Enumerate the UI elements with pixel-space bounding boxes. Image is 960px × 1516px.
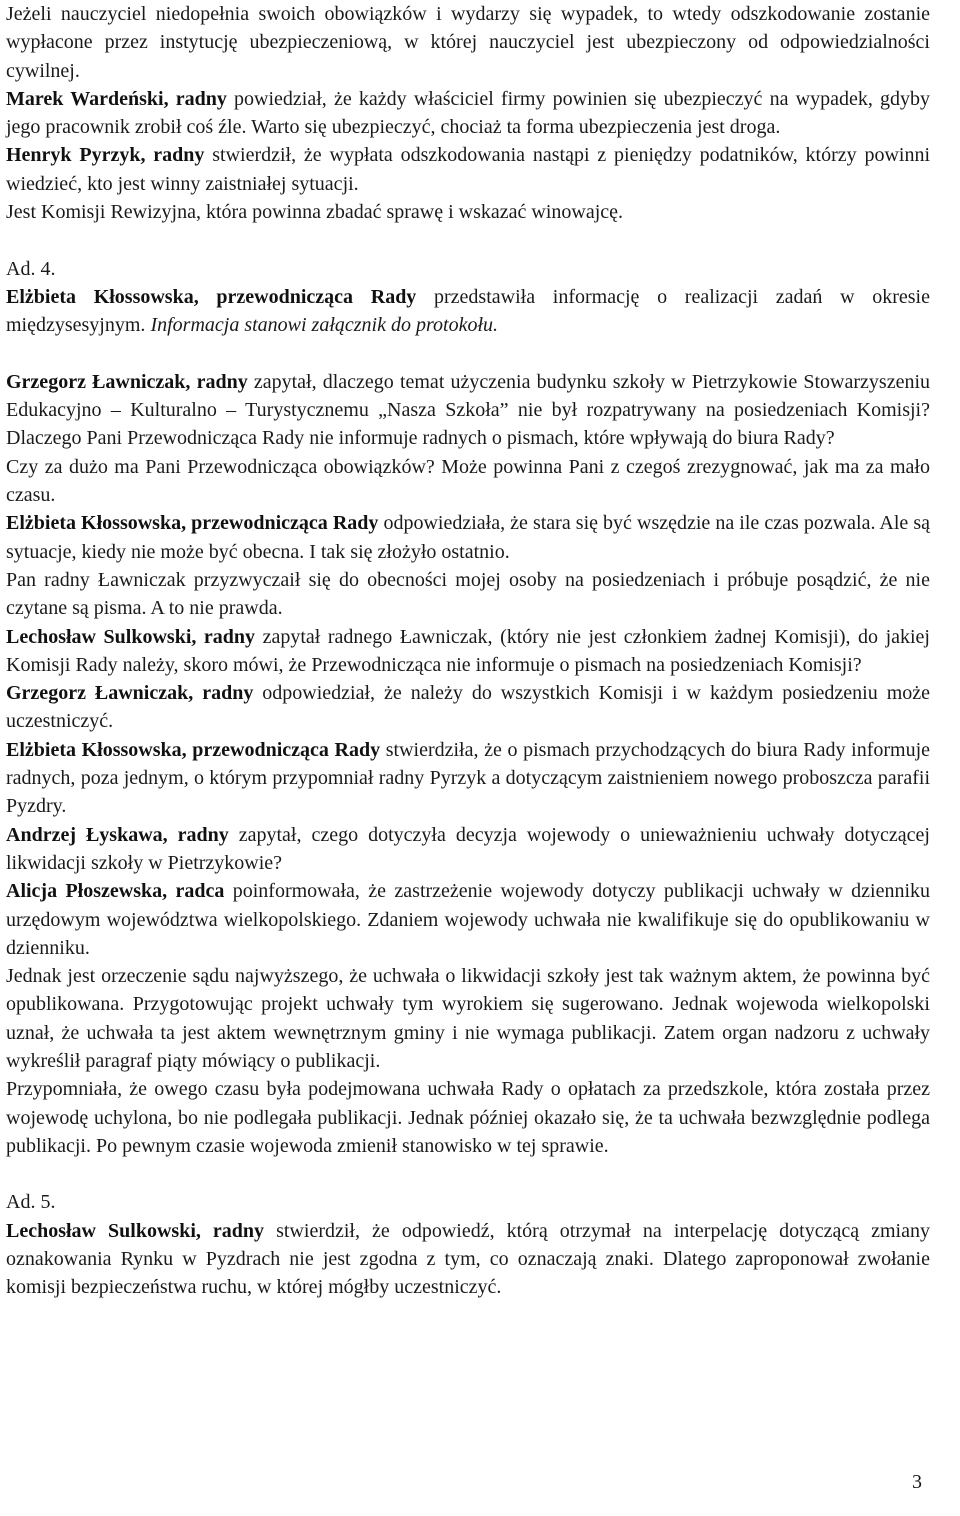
paragraph-gap (6, 340, 930, 368)
paragraph-text: zapytał radnego Ławniczak, (który nie jest członkiem żadnej Komisji), do jakiej Komisji Rady należy, skoro mówi, że Przewodnicząca nie informuje o pismach na posiedzeniach Komisji? (6, 625, 930, 676)
paragraph (6, 283, 930, 340)
paragraph-text: odpowiedziała, że stara się być wszędzie na ile czas pozwala. Ale są sytuacje, kiedy nie może być obecna. I tak się złożyło ostatnio. (6, 512, 931, 563)
paragraph (6, 877, 930, 962)
speaker-name: Elżbieta Kłossowska, przewodnicząca Rady (6, 738, 381, 761)
paragraph (6, 962, 930, 1075)
speaker-name: Henryk Pyrzyk, radny (6, 144, 205, 167)
paragraph-text: zapytał, czego dotyczyła decyzja wojewody o unieważnieniu uchwały dotyczącej likwidacji szkoły w Pietrzykowie? (6, 823, 930, 874)
paragraph-text: poinformowała, że zastrzeżenie wojewody dotyczy publikacji uchwały w dzienniku urzędowym województwa wielkopolskiego. Zdaniem wojewody uchwała nie kwalifikuje się do opublikowaniu w dzienniku. (6, 880, 930, 959)
paragraph-text: zapytał, dlaczego temat użyczenia budynku szkoły w Pietrzykowie Stowarzyszeniu Edukacyjno – Kulturalno – Turystycznemu „Nasza Szkoła” nie był rozpatrywany na posiedzeniach Komisji? Dlaczego Pani Przewodnicząca Rady nie informuje radnych o pismach, które wpływają do biura Rady? (6, 370, 930, 450)
paragraph (6, 368, 930, 453)
paragraph-text: Jednak jest orzeczenie sądu najwyższego, że uchwała o likwidacji szkoły jest tak ważnym aktem, że powinna być opublikowana. Przygotowując projekt uchwały tym wyrokiem się sugerowano. Jednak wojewoda wielkopolski uznał, że uchwała ta jest aktem wewnętrznym gminy i nie wymaga publikacji. Zatem organ nadzoru z uchwały wykreślił paragraf piąty mówiący o publikacji. (6, 965, 930, 1072)
paragraph (6, 198, 930, 226)
paragraph (6, 255, 930, 283)
paragraph (6, 679, 930, 736)
speaker-name: Lechosław Sulkowski, radny (6, 625, 256, 648)
paragraph (6, 1075, 930, 1160)
paragraph-gap (6, 226, 930, 254)
paragraph-text: Czy za dużo ma Pani Przewodnicząca obowiązków? Może powinna Pani z czegoś zrezygnować, jak ma za mało czasu. (6, 455, 930, 507)
speaker-name: Elżbieta Kłossowska, przewodnicząca Rady (6, 285, 417, 308)
speaker-name: Alicja Płoszewska, radca (6, 880, 225, 903)
paragraph (6, 509, 930, 566)
paragraph-text: stwierdził, że wypłata odszkodowania nastąpi z pieniędzy podatników, którzy powinni wiedzieć, kto jest winny zaistniałej sytuacji. (6, 144, 931, 195)
paragraph-gap (6, 1160, 930, 1188)
paragraph-text: przedstawiła informację o realizacji zadań w okresie międzysesyjnym. (6, 285, 930, 337)
speaker-name: Andrzej Łyskawa, radny (6, 823, 229, 846)
paragraph-text: Pan radny Ławniczak przyzwyczaił się do obecności mojej osoby na posiedzeniach i próbuje posądzić, że nie czytane są pisma. A to nie prawda. (6, 568, 930, 620)
paragraph (6, 736, 930, 821)
paragraph-text: stwierdziła, że o pismach przychodzących do biura Rady informuje radnych, poza jednym, o którym przypomniał radny Pyrzyk a dotyczącym zaistnieniem nowego proboszcza parafii Pyzdry. (6, 738, 931, 818)
paragraph-text: Ad. 4. (6, 257, 56, 280)
paragraph (6, 1217, 930, 1302)
paragraph (6, 85, 930, 142)
page-number: 3 (912, 1471, 922, 1493)
speaker-name: Elżbieta Kłossowska, przewodnicząca Rady (6, 512, 379, 535)
document-body (6, 0, 930, 1302)
italic-note: Informacja stanowi załącznik do protokołu. (150, 314, 499, 337)
paragraph (6, 1188, 930, 1216)
paragraph (6, 566, 930, 623)
paragraph (6, 141, 930, 198)
speaker-name: Lechosław Sulkowski, radny (6, 1219, 265, 1242)
paragraph (6, 821, 930, 878)
paragraph (6, 0, 930, 85)
paragraph-text: Jeżeli nauczyciel niedopełnia swoich obowiązków i wydarzy się wypadek, to wtedy odszkodowanie zostanie wypłacone przez instytucję ubezpieczeniową, w której nauczyciel jest ubezpieczony od odpowiedzialności cywilnej. (6, 3, 930, 82)
speaker-name: Grzegorz Ławniczak, radny (6, 370, 248, 393)
paragraph-text: Jest Komisji Rewizyjna, która powinna zbadać sprawę i wskazać winowajcę. (6, 201, 624, 224)
paragraph-text: stwierdził, że odpowiedź, którą otrzymał na interpelację dotyczącą zmiany oznakowania Rynku w Pyzdrach nie jest zgodna z tym, co oznaczają znaki. Dlatego zaproponował zwołanie komisji bezpieczeństwa ruchu, w której mógłby uczestniczyć. (6, 1219, 930, 1299)
paragraph-text: Przypomniała, że owego czasu była podejmowana uchwała Rady o opłatach za przedszkole, która została przez wojewodę uchylona, bo nie podlegała publikacji. Jednak później okazało się, że ta uchwała bezwzględnie podlega publikacji. Po pewnym czasie wojewoda zmienił stanowisko w tej sprawie. (6, 1078, 930, 1157)
paragraph-text: odpowiedział, że należy do wszystkich Komisji i w każdym posiedzeniu może uczestniczyć. (6, 682, 931, 733)
speaker-name: Grzegorz Ławniczak, radny (6, 682, 254, 705)
paragraph (6, 453, 930, 510)
paragraph-text: Ad. 5. (6, 1191, 56, 1214)
paragraph-text: powiedział, że każdy właściciel firmy powinien się ubezpieczyć na wypadek, gdyby jego pracownik zrobił coś źle. Warto się ubezpieczyć, chociaż ta forma ubezpieczenia jest droga. (6, 87, 930, 139)
speaker-name: Marek Wardeński, radny (6, 87, 227, 110)
paragraph (6, 623, 930, 680)
